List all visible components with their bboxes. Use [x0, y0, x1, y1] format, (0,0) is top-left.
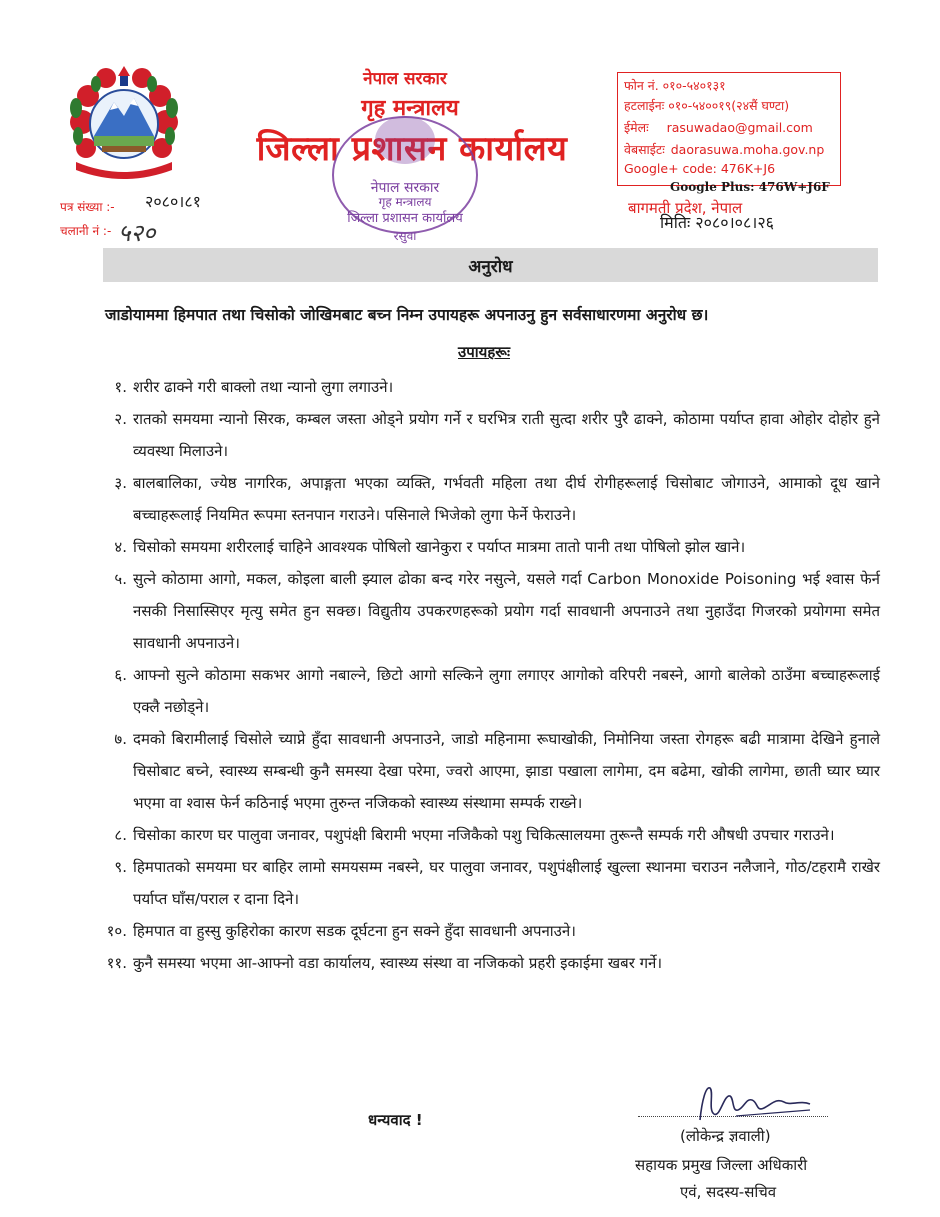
list-item [95, 851, 880, 915]
office-name: जिल्ला प्रशासन कार्यालय [256, 129, 568, 169]
list-text: सुत्ने कोठामा आगो, मकल, कोइला बाली झ्याल ढोका बन्द गरेर नसुत्ने, यसले गर्दा Carbon Monoxide Poisoning भई श्वास फेर्न नसकी निसास्सिएर मृत्यु समेत हुन सक्छ। विद्युतीय उपकरणहरूको प्रयोग गर्दा सावधानी अपनाउने तथा नुहाउँदा गिजरको प्रयोगमा समेत सावधानी अपनाउने। [133, 570, 880, 652]
list-number: ११. [106, 954, 127, 972]
chalani-value: ५२० [118, 219, 156, 247]
list-item [95, 659, 880, 723]
list-text: आफ्नो सुत्ने कोठामा सकभर आगो नबाल्ने, छिटो आगो सल्किने लुगा लगाएर आगोको वरिपरी नबस्ने, आगो बालेको ठाउँमा बच्चाहरूलाई एक्लै नछोड्ने। [133, 666, 880, 716]
list-item [95, 915, 880, 947]
website-label: वेबसाईटः [624, 142, 665, 157]
list-item [95, 403, 880, 467]
list-text: चिसोका कारण घर पालुवा जनावर, पशुपंक्षी बिरामी भएमा नजिकैको पशु चिकित्सालयमा तुरून्तै सम्पर्क गरी औषधी उपचार गराउने। [133, 826, 835, 844]
letter-date: मितिः २०८०।०८।२६ [660, 213, 774, 232]
list-number: १. [114, 378, 127, 396]
website-address: daorasuwa.moha.gov.np [670, 142, 825, 157]
office-stamp [320, 80, 490, 250]
list-text: कुनै समस्या भएमा आ-आफ्नो वडा कार्यालय, स्वास्थ्य संस्था वा नजिकको प्रहरी इकाईमा खबर गर्ने। [133, 954, 663, 972]
list-item [95, 531, 880, 563]
list-item [95, 819, 880, 851]
list-item [95, 947, 880, 979]
google-plus-code: Google Plus: 476W+J6F [670, 180, 830, 194]
list-text: हिमपातको समयमा घर बाहिर लामो समयसम्म नबस्ने, घर पालुवा जनावर, पशुपंक्षीलाई खुल्ला स्थानमा चराउन नलैजाने, गोठ/टहरामै राखेर पर्याप्त घाँस/पराल र दाना दिने। [133, 858, 880, 908]
province-name: बागमती प्रदेश, नेपाल [628, 199, 743, 217]
google-code: Google+ code: 476K+J6 [624, 161, 776, 176]
list-number: ५. [114, 570, 127, 588]
measures-list [95, 371, 880, 979]
signatory-role: सहायक प्रमुख जिल्ला अधिकारी [635, 1156, 808, 1174]
email-label: ईमेलः [624, 120, 649, 135]
list-text: दमको बिरामीलाई चिसोले च्याप्ने हुँदा सावधानी अपनाउने, जाडो महिनामा रूघाखोकी, निमोनिया जस्ता रोगहरू बढी मात्रामा देखिने हुनाले चिसोबाट बच्ने, स्वास्थ्य सम्बन्धी कुनै समस्या देखा परेमा, ज्वरो आएमा, झाडा पखाला लागेमा, दम बढेमा, खोकी लागेमा, छाती घ्यार घ्यार भएमा वा श्वास फेर्न कठिनाई भएमा तुरुन्त नजिकको स्वास्थ्य संस्थामा सम्पर्क राख्ने। [133, 730, 880, 812]
signatory-role-secondary: एवं, सदस्य-सचिव [680, 1183, 777, 1201]
list-item [95, 723, 880, 819]
list-text: रातको समयमा न्यानो सिरक, कम्बल जस्ता ओड्ने प्रयोग गर्ने र घरभित्र राती सुत्दा शरीर पुरै ढाक्ने, कोठामा पर्याप्त हावा ओहोर दोहोर हुने व्यवस्था मिलाउने। [133, 410, 880, 460]
list-text: बालबालिका, ज्येष्ठ नागरिक, अपाङ्गता भएका व्यक्ति, गर्भवती महिला तथा दीर्घ रोगीहरूलाई चिसोबाट जोगाउने, आमाको दूध खाने बच्चाहरूलाई नियमित रूपमा स्तनपान गराउने। पसिनाले भिजेको लुगा फेर्ने फेराउने। [133, 474, 880, 524]
government-name: नेपाल सरकार [363, 69, 447, 89]
thanks-text: धन्यवाद ! [368, 1111, 423, 1129]
phone-number: फोन नं. ०१०-५४०१३१ [624, 78, 726, 93]
signatory-name: (लोकेन्द्र ज्ञवाली) [680, 1127, 771, 1145]
list-number: ४. [114, 538, 127, 556]
patra-label: पत्र संख्या :- [60, 200, 115, 214]
ministry-name: गृह मन्त्रालय [361, 96, 459, 121]
list-item [95, 467, 880, 531]
stamp-place-text: रसुवा [393, 229, 417, 243]
handwritten-signature [640, 1080, 840, 1128]
list-number: १०. [106, 922, 127, 940]
list-item [95, 371, 880, 403]
list-number: ८. [114, 826, 127, 844]
intro-paragraph: जाडोयाममा हिमपात तथा चिसोको जोखिमबाट बच्न निम्न उपायहरू अपनाउनु हुन सर्वसाधारणमा अनुरोध छ। [105, 306, 709, 324]
list-number: ३. [114, 474, 127, 492]
notice-title: अनुरोध [468, 257, 513, 277]
list-item [95, 563, 880, 659]
hotline-number: हटलाईनः ०१०-५४००१९(२४सैं घण्टा) [624, 98, 790, 113]
list-number: ७. [114, 730, 127, 748]
stamp-middle-text: गृह मन्त्रालय [378, 195, 432, 209]
stamp-bottom-text: जिल्ला प्रशासन कार्यालय [347, 211, 463, 226]
list-number: २. [114, 410, 127, 428]
stamp-top-text: नेपाल सरकार [370, 180, 440, 196]
email-address: rasuwadao@gmail.com [666, 120, 813, 135]
chalani-label: चलानी नं :- [60, 224, 112, 238]
measures-heading: उपायहरूः [458, 343, 510, 361]
list-number: ६. [114, 666, 127, 684]
list-text: शरीर ढाक्ने गरी बाक्लो तथा न्यानो लुगा लगाउने। [133, 378, 394, 396]
list-text: चिसोको समयमा शरीरलाई चाहिने आवश्यक पोषिलो खानेकुरा र पर्याप्त मात्रमा तातो पानी तथा पोषिलो झोल खाने। [133, 538, 746, 556]
contact-box [617, 72, 841, 186]
patra-value: २०८०।८१ [145, 192, 201, 211]
list-text: हिमपात वा हुस्सु कुहिरोका कारण सडक दूर्घटना हुन सक्ने हुँदा सावधानी अपनाउने। [133, 922, 576, 940]
list-number: ९. [114, 858, 127, 876]
nepal-emblem [62, 62, 186, 180]
